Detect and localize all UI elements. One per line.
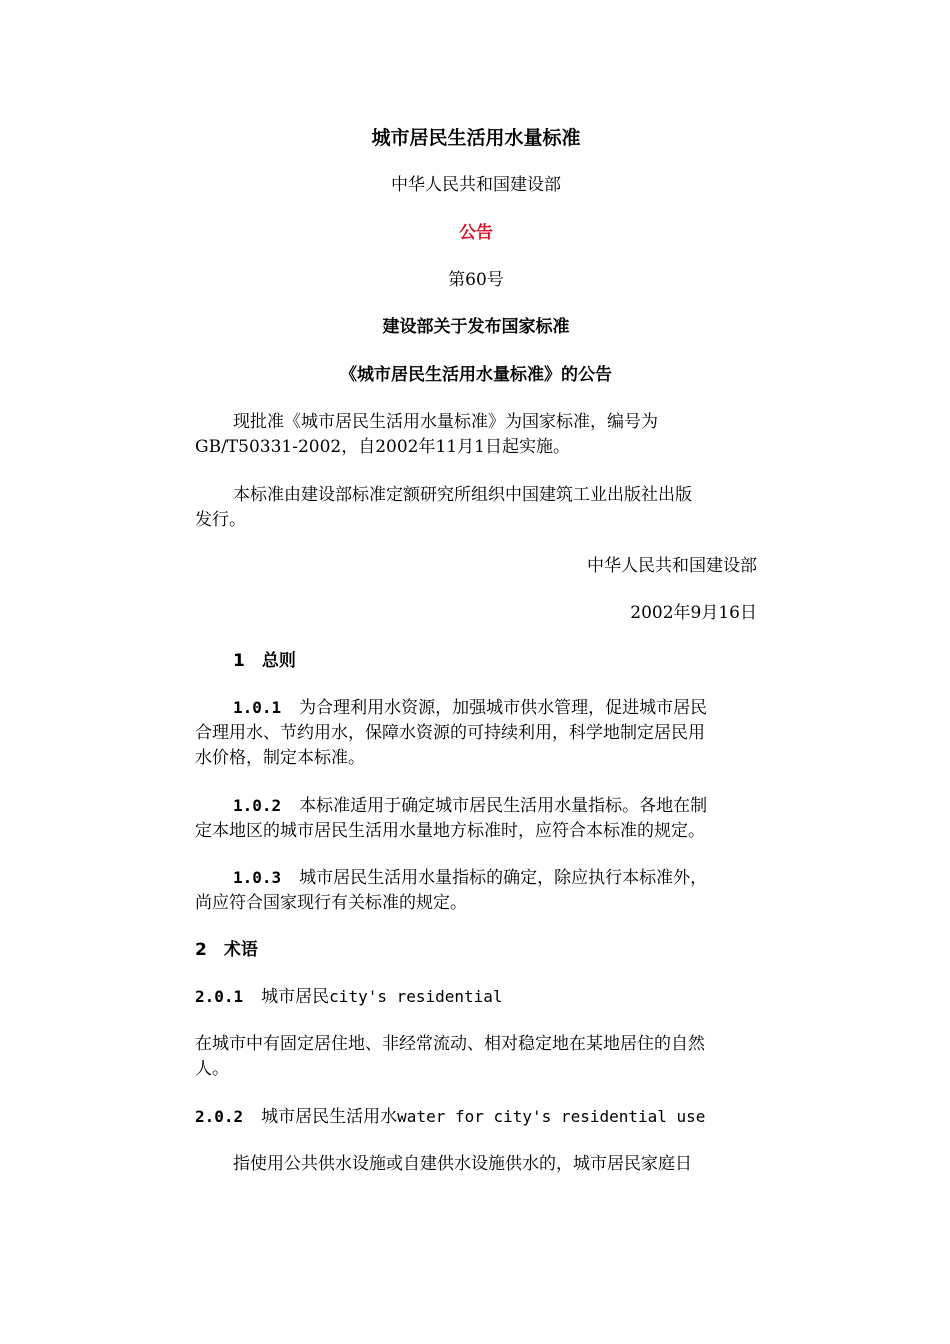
term-number: 2.0.2 [195, 1107, 244, 1126]
clause-1-0-1-line-2: 合理用水、节约用水，保障水资源的可持续利用，科学地制定居民用 [195, 723, 705, 743]
clause-number: 1.0.1 [233, 698, 282, 717]
clause-1-0-1-line-3: 水价格，制定本标准。 [195, 748, 365, 768]
term-2-0-2 [195, 1104, 757, 1130]
clause-text: 城市居民生活用水量指标的确定，除应执行本标准外， [299, 868, 708, 888]
term-cn: 城市居民生活用水 [261, 1107, 398, 1127]
signature: 中华人民共和国建设部 [587, 556, 757, 576]
notice-title-line-1: 建设部关于发布国家标准 [382, 317, 570, 337]
notice-para-2-line-1: 本标准由建设部标准定额研究所组织中国建筑工业出版社出版 [233, 485, 692, 505]
term-en: city's residential [329, 987, 503, 1006]
term-2-0-2-def-line-1: 指使用公共供水设施或自建供水设施供水的，城市居民家庭日 [233, 1154, 692, 1174]
notice-number: 第60号 [448, 270, 504, 290]
issuer: 中华人民共和国建设部 [391, 175, 561, 195]
clause-1-0-2-line-1 [195, 793, 757, 819]
section-1-heading: 1 总则 [233, 651, 296, 671]
clause-1-0-2-line-2: 定本地区的城市居民生活用水量地方标准时，应符合本标准的规定。 [195, 821, 705, 841]
clause-1-0-3-line-2: 尚应符合国家现行有关标准的规定。 [195, 893, 467, 913]
term-cn: 城市居民 [261, 987, 330, 1007]
clause-text: 为合理利用水资源，加强城市供水管理，促进城市居民 [299, 698, 708, 718]
term-2-0-1-def-line-2: 人。 [195, 1059, 229, 1079]
notice-para-1-line-2: GB/T50331-2002，自2002年11月1日起实施。 [195, 437, 570, 457]
clause-1-0-3-line-1 [195, 865, 757, 891]
notice-title-line-2: 《城市居民生活用水量标准》的公告 [340, 365, 612, 385]
clause-number: 1.0.2 [233, 796, 282, 815]
clause-number: 1.0.3 [233, 868, 282, 887]
document-title: 城市居民生活用水量标准 [371, 127, 581, 149]
term-2-0-1 [195, 984, 757, 1010]
section-2-heading: 2 术语 [195, 940, 258, 960]
clause-1-0-1-line-1 [195, 695, 757, 721]
term-2-0-1-def-line-1: 在城市中有固定居住地、非经常流动、相对稳定地在某地居住的自然 [195, 1034, 705, 1054]
notice-para-2-line-2: 发行。 [195, 510, 246, 530]
term-en: water for city's residential use [397, 1107, 706, 1126]
clause-text: 本标准适用于确定城市居民生活用水量指标。各地在制 [299, 796, 708, 816]
notice-para-1-line-1: 现批准《城市居民生活用水量标准》为国家标准，编号为 [233, 412, 658, 432]
notice-date: 2002年9月16日 [630, 603, 757, 623]
term-number: 2.0.1 [195, 987, 244, 1006]
notice-label: 公告 [459, 223, 493, 243]
